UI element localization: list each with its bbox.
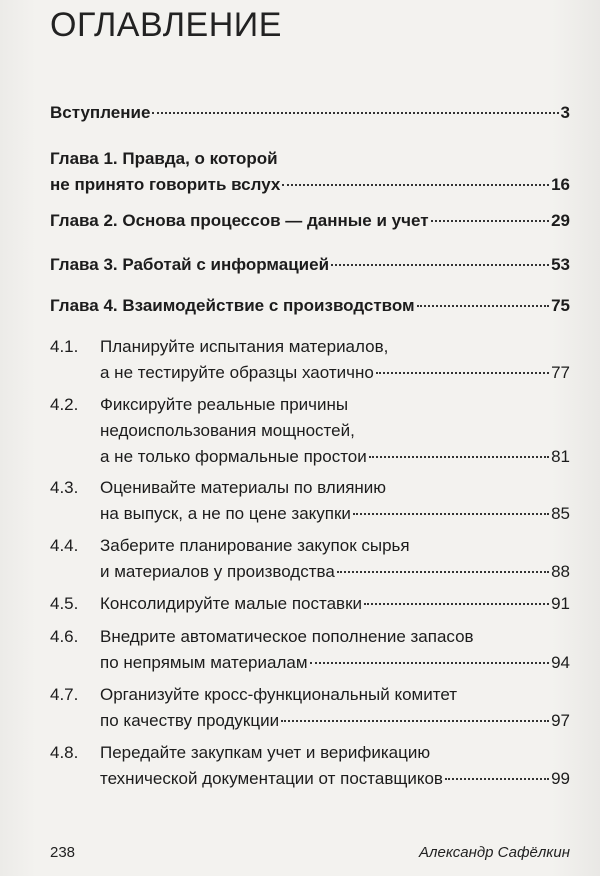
toc-entry-title: Передайте закупкам учет и верификацию [100,743,431,762]
dot-leader [445,778,549,780]
toc-section-body [100,334,570,386]
dot-leader [417,305,549,307]
toc-entry-title: и материалов у производства [100,562,335,581]
toc-page-number: 99 [551,769,570,788]
toc-entry-line [100,682,570,708]
toc-section-number: 4.2. [50,395,79,414]
toc-entry-title: Внедрите автоматическое пополнение запасов [100,627,474,646]
toc-entry-title: Глава 3. Работай с информацией [50,255,330,274]
toc-entry-line [100,533,570,559]
toc-entry-title: а не тестируйте образцы хаотично [100,363,374,382]
toc-entry-line [100,624,570,650]
toc-entry-title: Консолидируйте малые поставки [100,594,363,613]
toc-section-body [100,533,570,585]
toc-entry-line [50,146,570,172]
toc-entry-title: Заберите планирование закупок сырья [100,536,410,555]
toc-entry-line [100,475,570,501]
toc-section-entry[interactable] [50,624,570,676]
toc-page-number: 94 [551,653,570,672]
toc-section-body [100,740,570,792]
toc-entry-line [50,293,570,319]
dot-leader [369,456,549,458]
toc-page-number: 16 [551,175,570,194]
toc-page-number: 81 [551,447,570,466]
toc-entry-title: недоиспользования мощностей, [100,421,355,440]
toc-section-body [100,682,570,734]
toc-section-entry[interactable] [50,533,570,585]
dot-leader [331,264,549,266]
toc-entry-line [100,392,570,418]
toc-entry-line [100,501,570,527]
toc-entry-title: Организуйте кросс-функциональный комитет [100,685,458,704]
toc-entry-title: Планируйте испытания материалов, [100,337,389,356]
toc-entry-line [100,591,570,617]
toc-chapter-entry[interactable] [50,293,570,319]
toc-entry-title: Глава 4. Взаимодействие с производством [50,296,415,315]
toc-section-entry[interactable] [50,475,570,527]
toc-entry-title: Глава 1. Правда, о которой [50,149,278,168]
dot-leader [431,220,550,222]
page-title: ОГЛАВЛЕНИЕ [50,6,282,44]
toc-section-body [100,475,570,527]
toc-page-number: 53 [551,255,570,274]
toc-entry-line [100,740,570,766]
dot-leader [282,184,549,186]
toc-section-body [100,591,570,617]
toc-entry-title: Глава 2. Основа процессов — данные и учет [50,211,429,230]
toc-entry-line [50,172,570,198]
toc-entry-title: Вступление [50,103,151,122]
dot-leader [152,112,558,114]
toc-entry-line [100,418,570,444]
dot-leader [281,720,549,722]
author-name: Александр Сафёлкин [419,844,570,861]
toc-section-number: 4.5. [50,594,79,613]
toc-page-number: 29 [551,211,570,230]
toc-section-entry[interactable] [50,392,570,470]
toc-entry-line [100,766,570,792]
toc-section-number: 4.4. [50,536,79,555]
toc-section-body [100,392,570,470]
toc-entry-line [100,444,570,470]
toc-section-number: 4.6. [50,627,79,646]
toc-section-entry[interactable] [50,682,570,734]
toc-page-number: 75 [551,296,570,315]
toc-section-number: 4.7. [50,685,79,704]
toc-page-number: 88 [551,562,570,581]
toc-entry-line [50,252,570,278]
toc-entry-title: по непрямым материалам [100,653,308,672]
toc-page-number: 77 [551,363,570,382]
toc-entry-line [100,334,570,360]
toc-entry-title: а не только формальные простои [100,447,367,466]
toc-entry-line [100,559,570,585]
toc-entry-title: Фиксируйте реальные причины [100,395,349,414]
dot-leader [353,513,549,515]
toc-section-number: 4.1. [50,337,79,356]
toc-entry-title: технической документации от поставщиков [100,769,443,788]
toc-entry-line [100,360,570,386]
toc-chapter-entry[interactable] [50,146,570,198]
toc-page-number: 3 [560,103,570,122]
toc-chapter-entry[interactable] [50,252,570,278]
toc-section-entry[interactable] [50,334,570,386]
dot-leader [376,372,549,374]
dot-leader [337,571,549,573]
toc-page-number: 85 [551,504,570,523]
toc-entry-title: не принято говорить вслух [50,175,281,194]
page-number: 238 [50,844,76,861]
toc-chapter-entry[interactable] [50,100,570,126]
toc-chapter-entry[interactable] [50,208,570,234]
toc-entry-title: на выпуск, а не по цене закупки [100,504,351,523]
toc-entry-line [50,100,570,126]
toc-entry-line [50,208,570,234]
toc-entry-line [100,650,570,676]
toc-page-number: 97 [551,711,570,730]
toc-section-number: 4.3. [50,478,79,497]
dot-leader [310,662,550,664]
toc-page-number: 91 [551,594,570,613]
toc-section-entry[interactable] [50,740,570,792]
dot-leader [364,603,549,605]
toc-section-number: 4.8. [50,743,79,762]
toc-entry-title: по качеству продукции [100,711,280,730]
toc-section-entry[interactable] [50,591,570,617]
toc-section-body [100,624,570,676]
toc-entry-title: Оценивайте материалы по влиянию [100,478,387,497]
toc-entry-line [100,708,570,734]
